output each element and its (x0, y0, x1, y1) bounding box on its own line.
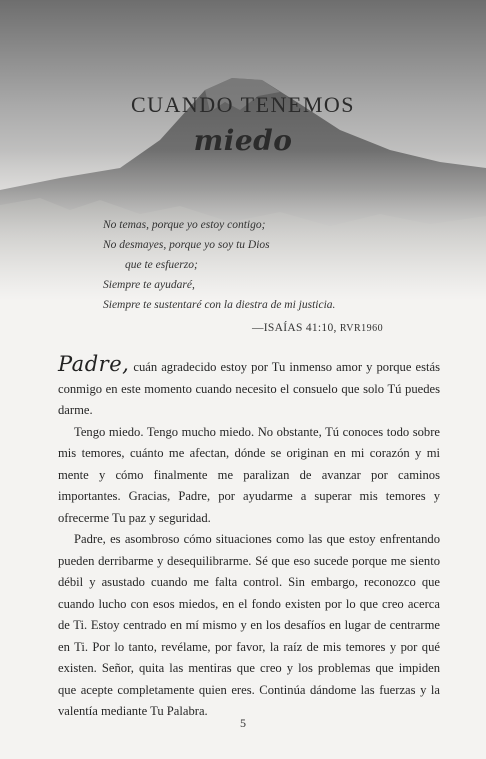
chapter-title-line2: miedo (193, 124, 293, 157)
verse-line: Siempre te sustentaré con la diestra de mi justicia. (103, 299, 336, 311)
verse-line: No desmayes, porque yo soy tu Dios (103, 239, 270, 251)
chapter-title (0, 92, 486, 157)
verse-line: que te esfuerzo; (125, 259, 198, 271)
opening-word: Padre, (58, 352, 130, 376)
verse-reference (252, 322, 383, 334)
page-number: 5 (240, 716, 246, 730)
paragraph: Tengo miedo. Tengo mucho miedo. No obstante, Tú conoces todo sobre mis temores, cuánto me afectan, dónde se originan en mi corazón y mi mente y cómo finalmente me paralizan de avanzar por caminos importantes. Gracias, Padre, por ayudarme a superar mis temores y ofrecerme Tu paz y seguridad. (58, 424, 440, 525)
verse-reference-text: —ISAÍAS 41:10, (252, 322, 337, 334)
prayer-text (58, 354, 440, 723)
bible-version: RVR1960 (339, 323, 384, 334)
chapter-title-line1: CUANDO TENEMOS (130, 92, 356, 117)
paragraph: Padre, es asombroso cómo situaciones como las que estoy enfrentando pueden derribarme y desequilibrarme. Sé que eso sucede porque me siento débil y asustado cuando me falta control. Sin embargo, reconozco que cuando lucho con esos miedos, en el fondo existen por lo que creo acerca de Ti. Estoy centrado en mí mismo y en los desafíos en lugar de centrarme en Ti. Por lo tanto, revélame, por favor, la raíz de mis temores y por qué existen. Señor, quita las mentiras que creo y los problemas que impiden que acepte completamente quien eres. Continúa dándome las fuerzas y la valentía mediante Tu Palabra. (58, 532, 440, 718)
verse-line: No temas, porque yo estoy contigo; (103, 219, 266, 231)
verse-line: Siempre te ayudaré, (103, 279, 195, 291)
paragraph-text: cuán agradecido estoy por Tu inmenso amor y porque estás conmigo en este momento cuando necesito el consuelo que solo Tú puedes darme. (58, 360, 440, 417)
paragraph (58, 354, 440, 422)
scripture-verse (103, 215, 403, 315)
